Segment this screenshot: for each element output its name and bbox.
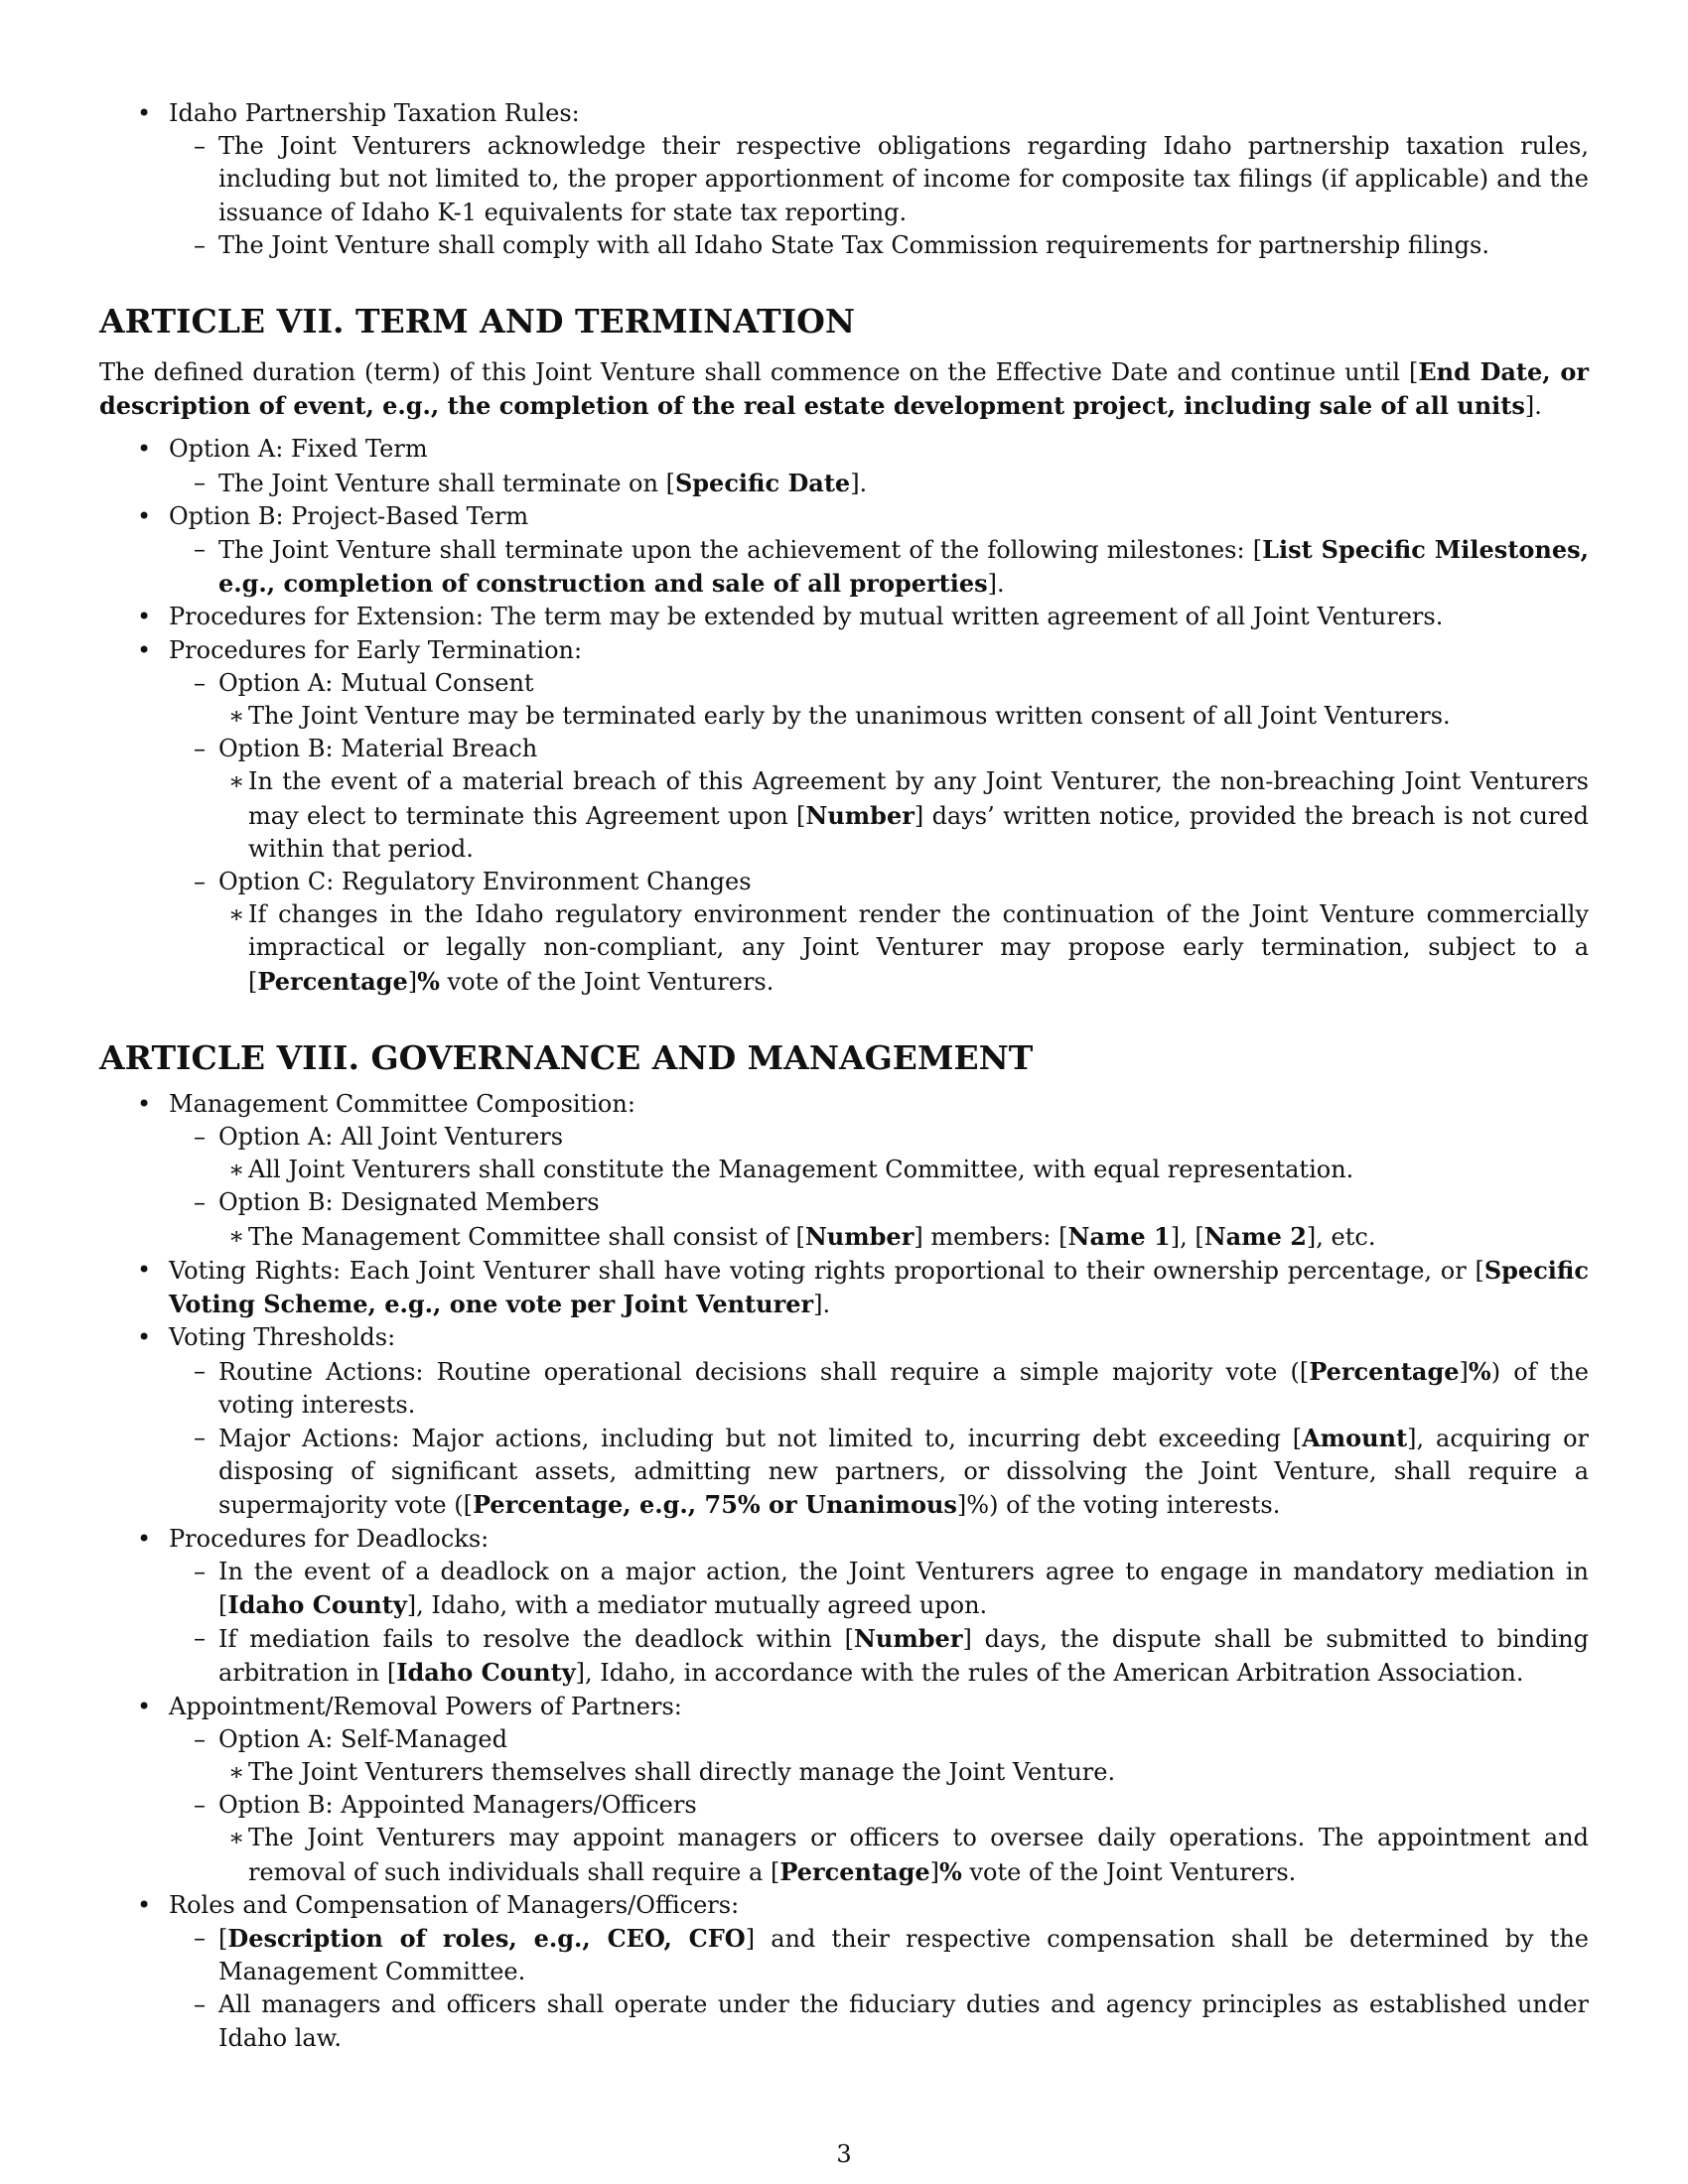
dash-marker: –	[194, 1123, 206, 1152]
list-item: – In the event of a deadlock on a major action, the Joint Venturers agree to engage in mandatory mediation in [Idaho County], Idaho, with a mediator mutually agreed upon.	[194, 1557, 1589, 1619]
option-label: Option B: Project-Based Term	[169, 501, 529, 530]
tax-item-text: The Joint Venture shall comply with all Idaho State Tax Commission requirements for partnership filings.	[218, 230, 1489, 259]
bullet-marker: •	[137, 501, 152, 530]
list-item	[99, 1523, 1589, 1691]
tax-item-text: The Joint Venturers acknowledge their respective obligations regarding Idaho partnership taxation rules, including but not limited to, the proper apportionment of income for composite tax filings (if applicable) and the issuance of Idaho K-1 equivalents for state tax reporting.	[218, 132, 1589, 226]
article-7-list	[99, 433, 1589, 998]
bullet-marker: •	[137, 1323, 152, 1352]
list-item: – [Description of roles, e.g., CEO, CFO] and their respective compensation shall be determined by the Management Committee.	[194, 1923, 1589, 1986]
deadlocks-label: Procedures for Deadlocks:	[169, 1524, 490, 1553]
list-item: – All managers and officers shall operate under the fiduciary duties and agency principles as established under Idaho law.	[194, 1990, 1589, 2052]
list-item: ∗ All Joint Venturers shall constitute the Management Committee, with equal representation.	[218, 1154, 1589, 1186]
bullet-marker: •	[137, 1089, 152, 1118]
list-item	[99, 433, 1589, 499]
list-item: – Major Actions: Major actions, including but not limited to, incurring debt exceeding [Amount], acquiring or disposing of significant assets, admitting new partners, or dissolving the Joint Venture, shall require a supermajority vote ([Percentage, e.g., 75% or Unanimous]%) of the voting interests.	[194, 1423, 1589, 1520]
list-item: ∗ The Joint Venturers may appoint managers or officers to oversee daily operations. The appointment and removal of such individuals shall require a [Percentage]% vote of the Joint Venturers.	[228, 1824, 1589, 1886]
dash-marker: –	[194, 1624, 206, 1653]
article-8-heading: ARTICLE VIII. GOVERNANCE AND MANAGEMENT	[99, 1037, 1034, 1077]
article-8-list	[99, 1088, 1589, 2055]
roles-label: Roles and Compensation of Managers/Officers:	[169, 1890, 740, 1919]
bullet-marker: •	[137, 1524, 152, 1553]
option-label: Option A: Mutual Consent	[218, 668, 534, 697]
dash-marker: –	[194, 1923, 206, 1952]
dash-marker: –	[194, 535, 206, 564]
list-item: – The Joint Venture shall terminate on [Specific Date].	[169, 467, 1589, 500]
star-marker: ∗	[228, 1824, 245, 1852]
list-item	[169, 733, 1589, 866]
early-termination-label: Procedures for Early Termination:	[169, 635, 583, 664]
star-marker: ∗	[228, 1221, 245, 1250]
tax-label: Idaho Partnership Taxation Rules:	[169, 99, 580, 127]
appointment-label: Appointment/Removal Powers of Partners:	[169, 1692, 682, 1720]
bullet-marker: •	[137, 1255, 152, 1284]
star-marker: ∗	[228, 900, 245, 929]
list-item	[99, 601, 1589, 633]
tax-list	[99, 97, 1589, 262]
committee-label: Management Committee Composition:	[169, 1089, 635, 1118]
dash-marker: –	[194, 230, 206, 259]
list-item	[169, 130, 1589, 229]
list-item	[99, 97, 1589, 262]
dash-marker: –	[194, 668, 206, 697]
list-item	[99, 500, 1589, 602]
dash-marker: –	[194, 1557, 206, 1585]
bullet-marker: •	[137, 1692, 152, 1720]
list-item	[169, 1121, 1589, 1186]
dash-marker: –	[194, 468, 206, 496]
article-7-intro: The defined duration (term) of this Joint Venture shall commence on the Effective Date and continue until [End Date, or description of event, e.g., the completion of the real estate development project, including sale of all units].	[99, 357, 1589, 421]
list-item	[169, 866, 1589, 999]
option-label: Option B: Appointed Managers/Officers	[218, 1791, 697, 1820]
option-label: Option B: Material Breach	[218, 735, 538, 763]
option-label: Option A: Fixed Term	[169, 435, 428, 464]
bullet-marker: •	[137, 99, 152, 127]
bullet-marker: •	[137, 1890, 152, 1919]
list-item	[169, 1789, 1589, 1889]
list-item	[99, 1691, 1589, 1889]
article-7-heading: ARTICLE VII. TERM AND TERMINATION	[99, 302, 855, 341]
dash-marker: –	[194, 735, 206, 763]
list-item	[169, 667, 1589, 733]
star-marker: ∗	[228, 702, 245, 731]
star-marker: ∗	[228, 1757, 245, 1786]
extension-text: Procedures for Extension: The term may be extended by mutual written agreement of all Joint Venturers.	[169, 603, 1444, 631]
dash-marker: –	[194, 1791, 206, 1820]
list-item: – Routine Actions: Routine operational decisions shall require a simple majority vote ([Percentage]%) of the voting interests.	[194, 1356, 1589, 1419]
dash-marker: –	[194, 868, 206, 896]
option-label: Option B: Designated Members	[218, 1188, 600, 1217]
bullet-marker: •	[137, 603, 152, 631]
dash-marker: –	[194, 1356, 206, 1385]
list-item: – If mediation fails to resolve the deadlock within [Number] days, the dispute shall be submitted to binding arbitration in [Idaho County], Idaho, in accordance with the rules of the American Arbitration Association.	[194, 1624, 1589, 1688]
list-item: ∗ The Joint Venturers themselves shall directly manage the Joint Venture.	[218, 1756, 1589, 1789]
document-page	[99, 97, 1589, 2055]
list-item: ∗ The Management Committee shall consist of [Number] members: [Name 1], [Name 2], etc.	[218, 1220, 1589, 1254]
dash-marker: –	[194, 1724, 206, 1753]
list-item: – The Joint Venture shall terminate upon the achievement of the following milestones: [List Specific Milestones, e.g., completion of construction and sale of all properties].	[194, 535, 1589, 599]
bullet-marker: •	[137, 635, 152, 664]
star-marker: ∗	[228, 1156, 245, 1184]
dash-marker: –	[194, 1423, 206, 1451]
dash-marker: –	[194, 132, 206, 161]
list-item	[169, 1723, 1589, 1789]
list-item: ∗ In the event of a material breach of this Agreement by any Joint Venturer, the non-breaching Joint Venturers may elect to terminate this Agreement upon [Number] days’ written notice, provided the breach is not cured within that period.	[228, 767, 1589, 863]
list-item	[169, 1186, 1589, 1253]
bullet-marker: •	[137, 435, 152, 464]
voting-thresholds-label: Voting Thresholds:	[169, 1323, 396, 1352]
list-item: ∗ The Joint Venture may be terminated early by the unanimous written consent of all Joint Venturers.	[218, 700, 1589, 733]
page-number: 3	[836, 2140, 852, 2168]
star-marker: ∗	[228, 767, 245, 796]
option-label: Option A: All Joint Venturers	[218, 1123, 564, 1152]
list-item: ∗ If changes in the Idaho regulatory environment render the continuation of the Joint Venture commercially impractical or legally non-compliant, any Joint Venturer may propose early termination, subject to a [Percentage]% vote of the Joint Venturers.	[228, 900, 1589, 996]
list-item	[99, 634, 1589, 999]
dash-marker: –	[194, 1990, 206, 2019]
option-label: Option A: Self-Managed	[218, 1724, 507, 1753]
list-item	[99, 1088, 1589, 1254]
list-item	[99, 1889, 1589, 2055]
list-item	[99, 1321, 1589, 1522]
list-item: • Voting Rights: Each Joint Venturer shall have voting rights proportional to their ownership percentage, or [Specific Voting Scheme, e.g., one vote per Joint Venturer].	[137, 1255, 1589, 1319]
list-item	[169, 229, 1589, 262]
tax-sublist	[169, 130, 1589, 262]
dash-marker: –	[194, 1188, 206, 1217]
option-label: Option C: Regulatory Environment Changes	[218, 868, 752, 896]
